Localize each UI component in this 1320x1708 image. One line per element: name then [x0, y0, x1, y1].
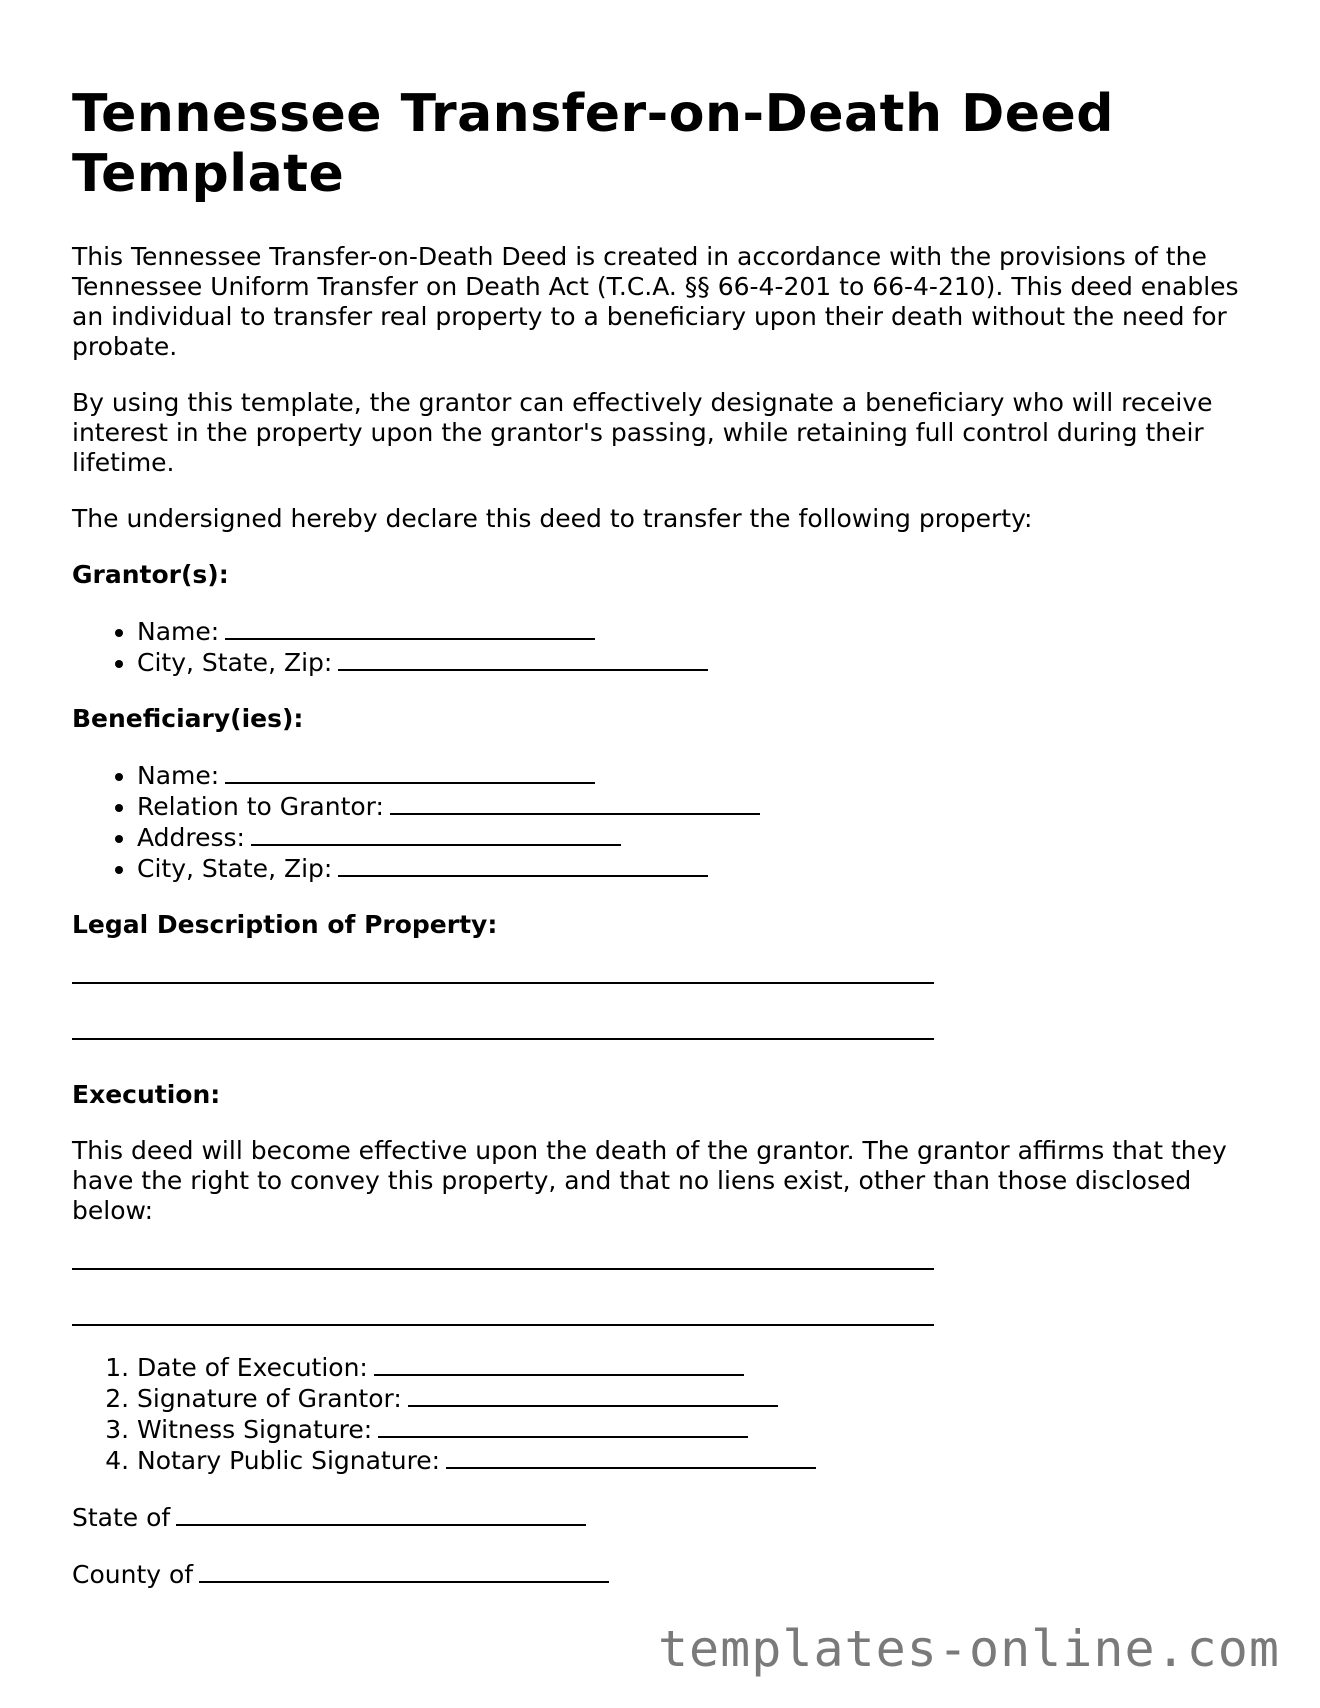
- fill-in-blank[interactable]: [378, 1414, 748, 1438]
- state-label: State of: [72, 1503, 171, 1532]
- fill-in-line[interactable]: [72, 980, 934, 984]
- field-label: Name:: [137, 761, 220, 790]
- watermark: templates-online.com: [657, 1620, 1280, 1678]
- fill-in-blank[interactable]: [251, 822, 621, 846]
- field-label: Date of Execution:: [137, 1353, 368, 1382]
- state-line: [72, 1502, 1252, 1533]
- fill-in-blank[interactable]: [176, 1502, 586, 1526]
- list-item: [137, 853, 1252, 884]
- field-label: Name:: [137, 617, 220, 646]
- grantors-heading: Grantor(s):: [72, 560, 229, 589]
- field-label: Signature of Grantor:: [137, 1384, 402, 1413]
- field-label: Witness Signature:: [137, 1415, 373, 1444]
- fill-in-blank[interactable]: [338, 853, 708, 877]
- field-label: City, State, Zip:: [137, 648, 333, 677]
- list-item: [137, 647, 1252, 678]
- execution-heading: Execution:: [72, 1080, 221, 1109]
- fill-in-blank[interactable]: [225, 616, 595, 640]
- fill-in-blank[interactable]: [446, 1445, 816, 1469]
- county-label: County of: [72, 1560, 194, 1589]
- fill-in-blank[interactable]: [338, 647, 708, 671]
- grantor-fields: [72, 616, 1252, 678]
- usage-paragraph: By using this template, the grantor can effectively designate a beneficiary who will receive interest in the property upon the grantor's passing, while retaining full control during their lifetime.: [72, 388, 1213, 477]
- county-line: [72, 1559, 1252, 1590]
- fill-in-blank[interactable]: [390, 791, 760, 815]
- document-page: [72, 84, 1252, 1616]
- list-item: [137, 1352, 1252, 1383]
- execution-items: [72, 1352, 1252, 1476]
- legal-description-lines: [72, 980, 1252, 1040]
- beneficiary-fields: [72, 760, 1252, 884]
- field-label: Relation to Grantor:: [137, 792, 384, 821]
- list-item: [137, 822, 1252, 853]
- intro-paragraph: This Tennessee Transfer-on-Death Deed is created in accordance with the provisions of the Tennessee Uniform Transfer on Death Act (T.C.A. §§ 66-4-201 to 66-4-210). This deed enables an individual to transfer real property to a beneficiary upon their death without the need for probate.: [72, 242, 1239, 361]
- declare-paragraph: The undersigned hereby declare this deed to transfer the following property:: [72, 504, 1033, 533]
- beneficiaries-heading: Beneficiary(ies):: [72, 704, 304, 733]
- liens-lines: [72, 1266, 1252, 1326]
- list-item: [137, 1383, 1252, 1414]
- fill-in-line[interactable]: [72, 1266, 934, 1270]
- fill-in-blank[interactable]: [199, 1559, 609, 1583]
- list-item: [137, 1414, 1252, 1445]
- field-label: Notary Public Signature:: [137, 1446, 441, 1475]
- list-item: [137, 616, 1252, 647]
- fill-in-blank[interactable]: [225, 760, 595, 784]
- list-item: [137, 791, 1252, 822]
- fill-in-line[interactable]: [72, 1322, 934, 1326]
- list-item: [137, 1445, 1252, 1476]
- list-item: [137, 760, 1252, 791]
- field-label: City, State, Zip:: [137, 854, 333, 883]
- document-title: Tennessee Transfer-on-Death Deed Template: [72, 84, 1115, 204]
- fill-in-line[interactable]: [72, 1036, 934, 1040]
- execution-paragraph: This deed will become effective upon the death of the grantor. The grantor affirms that they have the right to convey this property, and that no liens exist, other than those disclosed below:: [72, 1136, 1227, 1225]
- legal-description-heading: Legal Description of Property:: [72, 910, 498, 939]
- field-label: Address:: [137, 823, 245, 852]
- fill-in-blank[interactable]: [408, 1383, 778, 1407]
- fill-in-blank[interactable]: [374, 1352, 744, 1376]
